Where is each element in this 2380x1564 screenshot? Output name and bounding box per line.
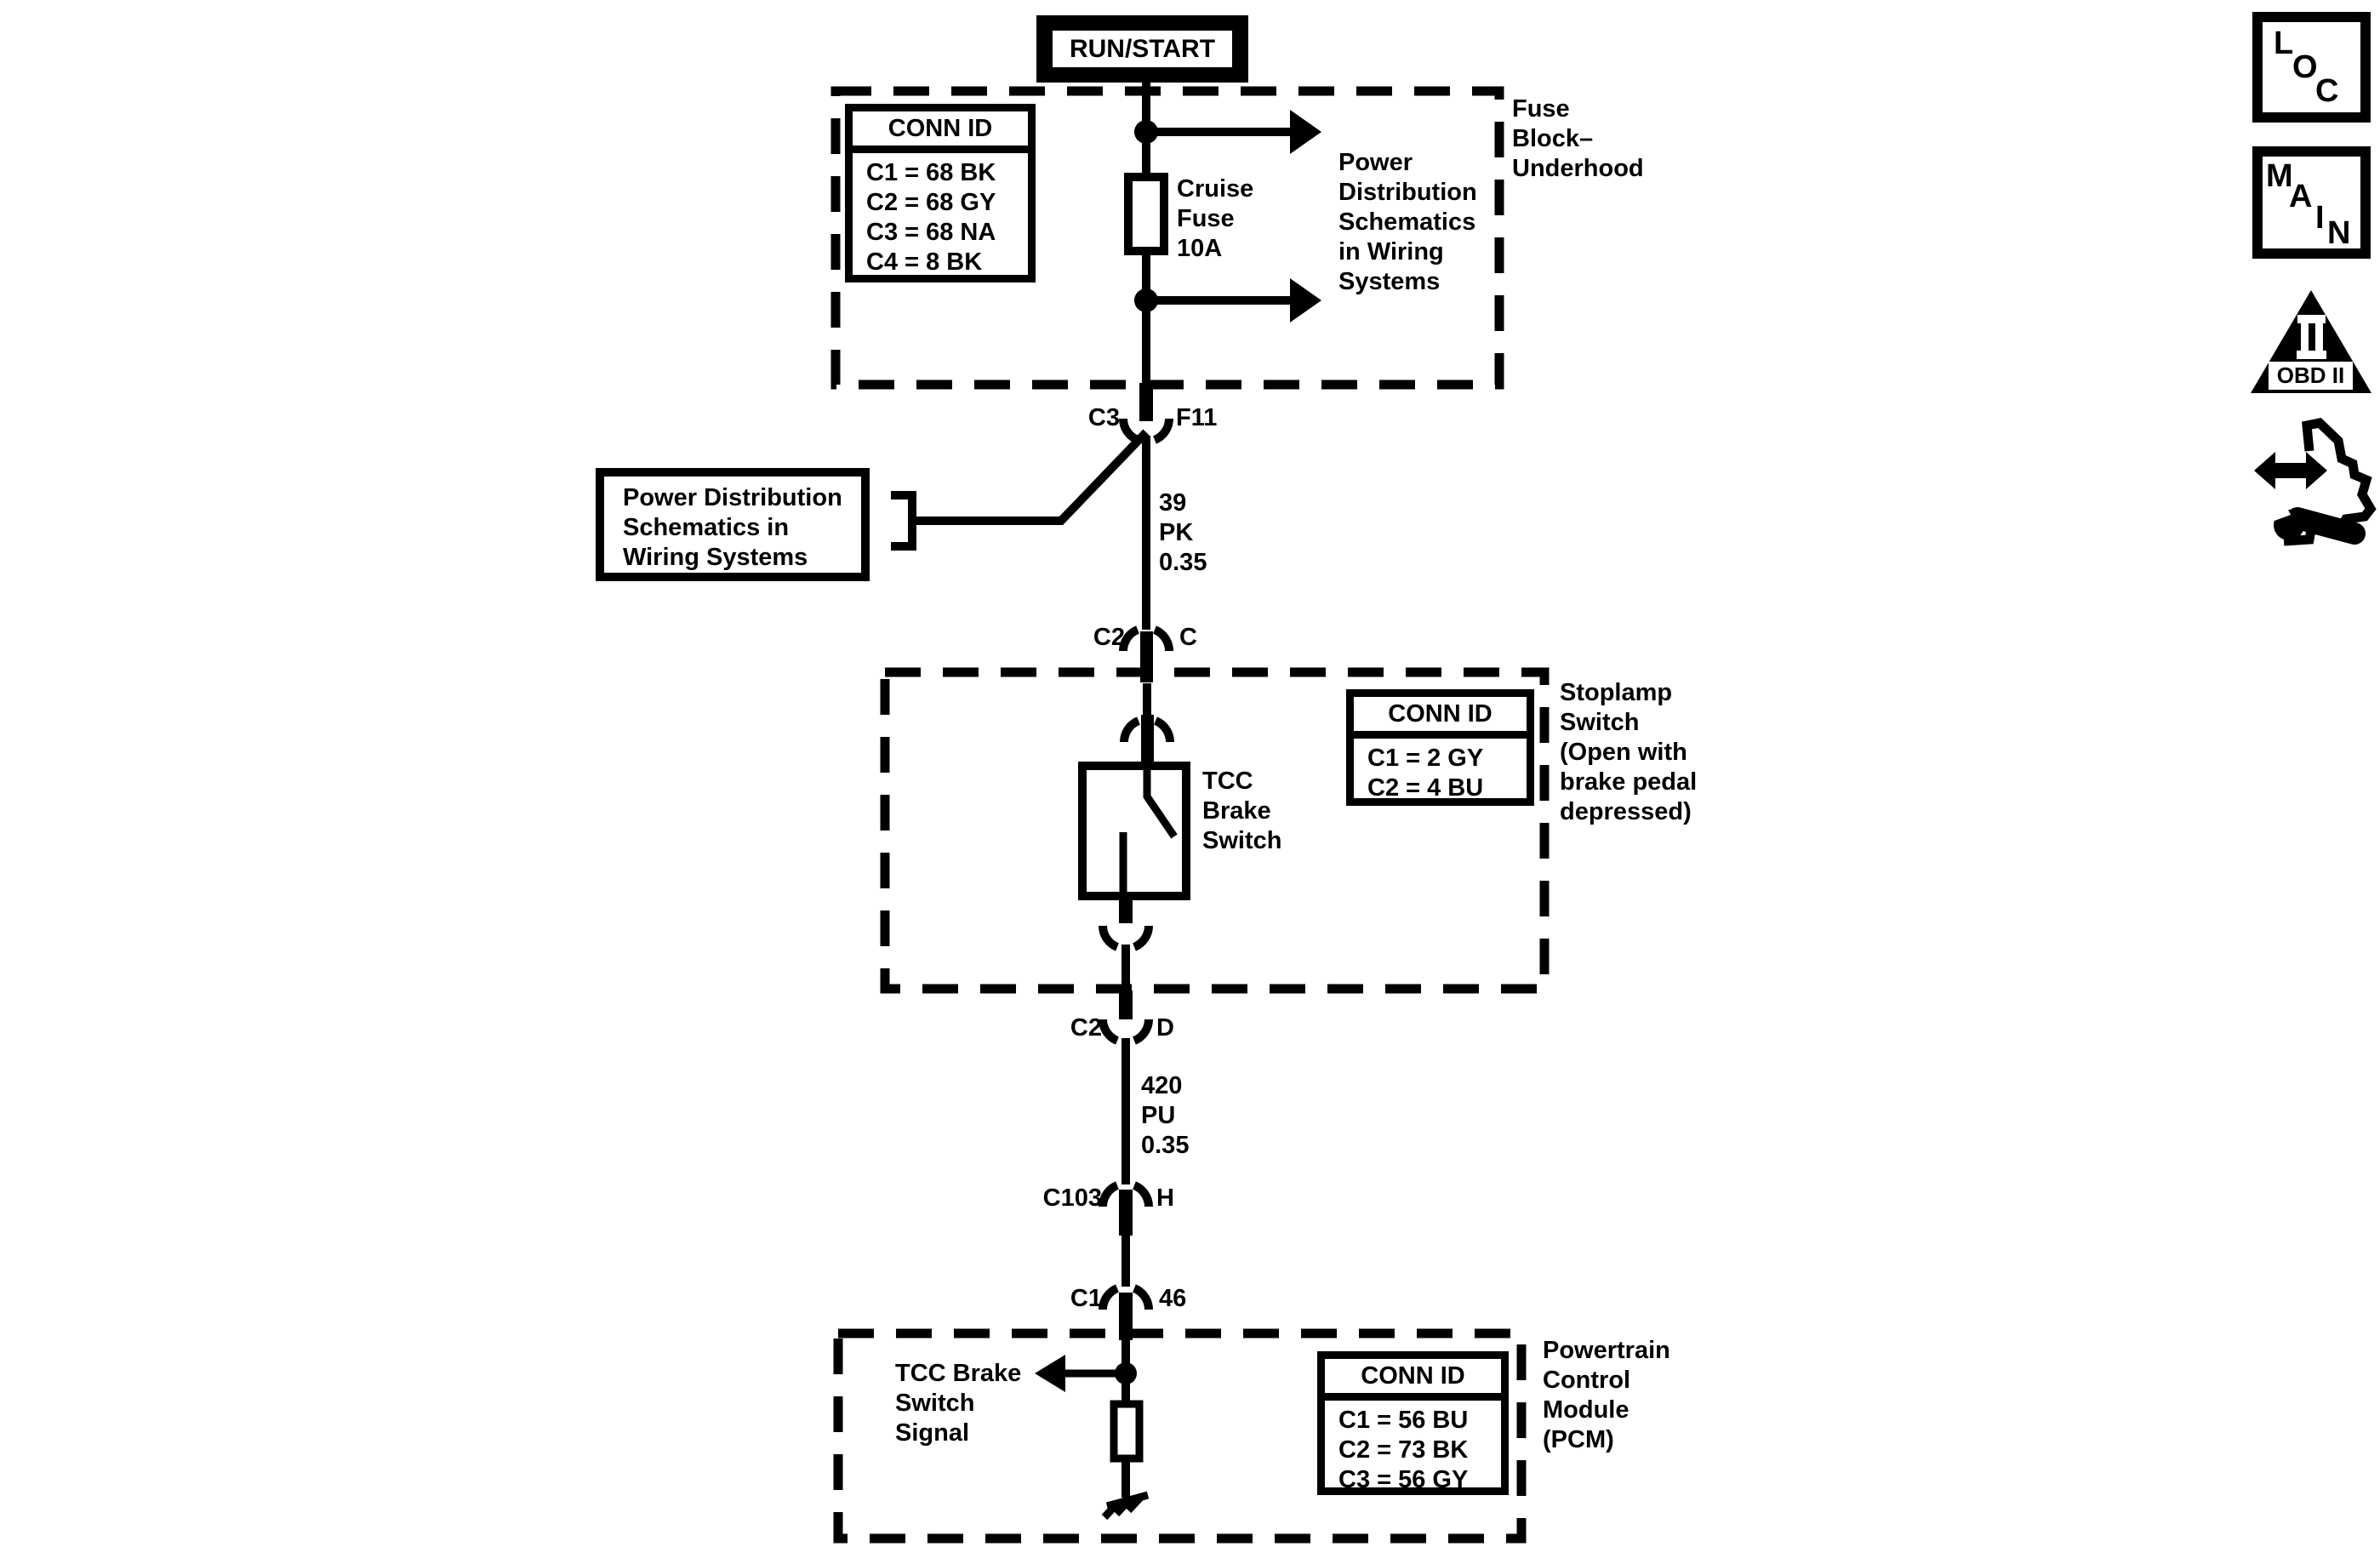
switch-top-terminal <box>1124 715 1170 768</box>
stoplamp-switch-name-label: Stoplamp Switch (Open with brake pedal depressed) <box>1560 679 1698 825</box>
conn-id-row: C2 = 4 BU <box>1367 774 1484 802</box>
fuse-block-conn-id-table <box>845 104 1036 283</box>
wire-label-39-pk: 39 PK 0.35 <box>1159 489 1207 576</box>
double-arrow-glyph <box>2254 452 2327 489</box>
connector-label-c2d: C2 <box>1070 1014 1102 1042</box>
branch-arrow-bottom-head <box>1290 278 1321 323</box>
signal-arrow-head <box>1035 1355 1065 1392</box>
power-distribution-ref-label: Power Distribution Schematics in Wiring Systems <box>1338 149 1477 295</box>
conn-id-row: C2 = 73 BK <box>1338 1436 1469 1464</box>
connector-label-c1: C1 <box>1070 1285 1102 1312</box>
main-icon-letter: I <box>2315 200 2325 236</box>
branch-arrow-top-head <box>1290 110 1321 154</box>
conn-id-row: C1 = 56 BU <box>1338 1407 1469 1434</box>
connector-c103-h-symbol <box>1103 1185 1149 1236</box>
connector-c3-f11-symbol <box>1123 383 1169 440</box>
connector-label-c2: C2 <box>1093 624 1125 651</box>
power-source-box <box>1036 15 1248 83</box>
loc-icon-letter: L <box>2274 26 2294 61</box>
connector-label-c3: C3 <box>1087 404 1120 431</box>
fuse-symbol <box>1128 177 1164 251</box>
obdii-label: OBD II <box>2269 362 2353 390</box>
connector-label-46: 46 <box>1159 1285 1187 1312</box>
ground-symbol <box>1104 1495 1148 1517</box>
conn-id-row: C1 = 68 BK <box>866 159 996 186</box>
loc-icon-letter: O <box>2292 49 2318 85</box>
junction-dot <box>1134 120 1158 144</box>
tcc-brake-switch-label: TCC Brake Switch <box>1202 768 1282 854</box>
connector-label-f11: F11 <box>1176 404 1218 431</box>
fuse-block-name-label: Fuse Block– Underhood <box>1512 95 1644 182</box>
cruise-fuse-label: Cruise Fuse 10A <box>1177 175 1254 262</box>
connector-c2-d-symbol <box>1103 990 1149 1041</box>
resistor-symbol <box>1114 1404 1139 1458</box>
reference-bracket <box>891 495 912 546</box>
main-icon-letter: M <box>2266 158 2293 194</box>
conn-id-row: C4 = 8 BK <box>866 248 983 276</box>
connector-label-d: D <box>1156 1014 1174 1042</box>
switch-bottom-terminal <box>1103 894 1149 947</box>
main-icon-letter: N <box>2327 215 2351 251</box>
pcm-name-label: Powertrain Control Module (PCM) <box>1543 1337 1670 1453</box>
stoplamp-conn-id-table <box>1346 689 1534 806</box>
conn-id-row: C3 = 68 NA <box>866 219 996 246</box>
loc-icon-letter: C <box>2315 73 2339 109</box>
connector-label-h: H <box>1156 1184 1174 1212</box>
conn-id-title: CONN ID <box>853 111 1028 153</box>
main-icon-letter: A <box>2289 179 2313 214</box>
conn-id-title: CONN ID <box>1354 697 1527 739</box>
diagnostic-repair-icon[interactable] <box>2254 423 2371 541</box>
tcc-brake-switch-signal-label: TCC Brake Switch Signal <box>895 1360 1022 1447</box>
reference-lead-line <box>912 432 1146 521</box>
connector-label-c: C <box>1179 624 1197 651</box>
power-source-label: RUN/START <box>1047 26 1237 72</box>
conn-id-row: C2 = 68 GY <box>866 189 996 216</box>
conn-id-title: CONN ID <box>1325 1359 1501 1401</box>
power-distribution-ref-box: Power Distribution Schematics in Wiring Systems <box>596 468 870 581</box>
junction-dot <box>1134 288 1158 312</box>
connector-label-c103: C103 <box>1042 1184 1102 1212</box>
wire-label-420-pu: 420 PU 0.35 <box>1141 1072 1190 1159</box>
conn-id-row: C1 = 2 GY <box>1367 745 1484 772</box>
pcm-conn-id-table <box>1317 1351 1509 1495</box>
conn-id-row: C3 = 56 GY <box>1338 1466 1469 1493</box>
